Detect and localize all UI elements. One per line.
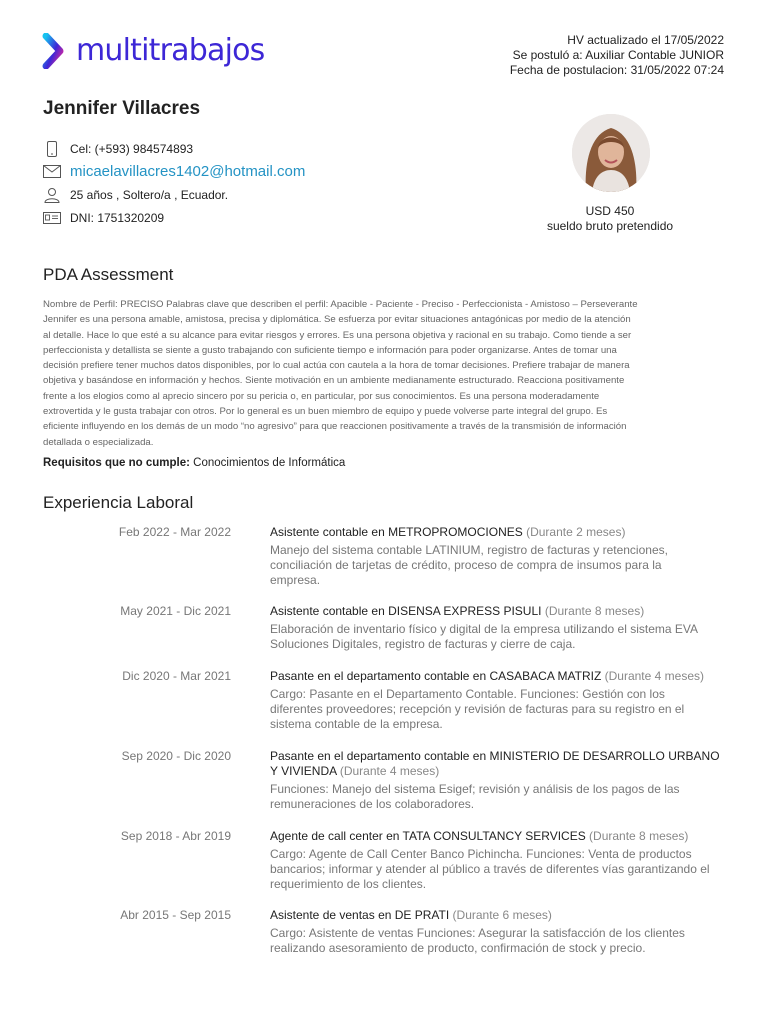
dni-row — [42, 206, 305, 229]
dni-number: DNI: 1751320209 — [70, 210, 165, 225]
company-name: DISENSA EXPRESS PISULI — [388, 604, 542, 618]
experience-description: Cargo: Agente de Call Center Banco Pichincha. Funciones: Venta de productos bancarios; informar y atender al público a través de diferentes vías garantizando el requerimiento de los clientes. — [270, 847, 710, 891]
experience-title: Asistente contable en DISENSA EXPRESS PISULI (Durante 8 meses) — [270, 604, 645, 618]
pda-line: Jennifer es una persona amable, amistosa, precisa y diplomática. Se esfuerza por evitar situaciones antagónicas por medio de la atención — [43, 314, 631, 326]
requirements-label: Requisitos que no cumple: — [43, 457, 190, 469]
company-name: TATA CONSULTANCY SERVICES — [402, 829, 586, 843]
person-icon — [42, 187, 62, 203]
salary-label: sueldo bruto pretendido — [546, 219, 674, 233]
pda-line: perfeccionista y detallista se siente a gusto trabajando con suficiente tiempo e información para poder organizarse. Antes de tomar una — [43, 344, 617, 356]
experience-description: Elaboración de inventario físico y digital de la empresa utilizando el sistema EVA Soluciones Digitales, registro de facturas y cierre de caja. — [270, 622, 699, 651]
applied-position: Se postuló a: Auxiliar Contable JUNIOR — [512, 48, 724, 62]
personal-info-row — [42, 183, 305, 206]
experience-duration: (Durante 8 meses) — [541, 604, 645, 618]
brand-logo — [42, 33, 265, 69]
company-name: MINISTERIO DE DESARROLLO URBANO Y VIVIENDA — [270, 749, 720, 778]
personal-info: 25 años , Soltero/a , Ecuador. — [70, 187, 229, 202]
pda-line: detallada o especializada. — [43, 436, 154, 448]
email-row[interactable] — [42, 160, 305, 183]
phone-number: Cel: (+593) 984574893 — [70, 141, 194, 156]
pda-line: frente a los elogios como al aprecio sincero por su pericia o, en particular, por sus conocimientos. Es una persona moderadamente — [43, 390, 600, 402]
experience-dates: Dic 2020 - Mar 2021 — [122, 669, 231, 683]
pda-line: decisión prefiere tener muchos datos disponibles, por lo cual actúa con cautela a la hora de tomar decisiones. Prefiere trabajar de manera — [43, 360, 630, 372]
experience-description: Manejo del sistema contable LATINIUM, registro de facturas y retenciones, conciliación de tarjetas de crédito, proceso de compra de insumos para la empresa. — [270, 543, 668, 587]
unmet-requirements — [43, 457, 345, 469]
chevron-logo-icon — [42, 33, 72, 69]
pda-line: extrovertida y le gusta trabajar con otros. Por lo general es un buen miembro de equipo y puede volverse parte integral del grupo. Es — [43, 406, 608, 418]
experience-dates: Abr 2015 - Sep 2015 — [120, 908, 231, 922]
requirements-value: Conocimientos de Informática — [189, 457, 346, 469]
pda-line: Nombre de Perfil: PRECISO Palabras clave que describen el perfil: Apacible - Paciente - Preciso - Perfeccionista - Amistoso – Perseverante — [43, 299, 638, 310]
experience-duration: (Durante 8 meses) — [585, 829, 689, 843]
application-meta — [510, 33, 724, 78]
pda-section-title: PDA Assessment — [43, 265, 174, 284]
experience-dates: May 2021 - Dic 2021 — [120, 604, 231, 618]
contact-info — [42, 137, 305, 229]
id-card-icon — [42, 210, 62, 226]
pda-line: al detalle. Hace lo que esté a su alcance para evitar riesgos y errores. Es una persona objetiva y racional en su trabajo. Como tiende a ser — [43, 329, 632, 341]
brand-name: multitrabajos — [76, 33, 265, 68]
experience-title: Pasante en el departamento contable en MINISTERIO DE DESARROLLO URBANO Y VIVIENDA (Durante 4 meses) — [270, 749, 720, 778]
pda-line: objetiva y basándose en información y hechos. Siente motivación en un ambiente medianamente estructurado. Reacciona positivamente — [43, 375, 625, 387]
experience-title: Asistente de ventas en DE PRATI (Durante 6 meses) — [270, 908, 552, 922]
email-link[interactable]: micaelavillacres1402@hotmail.com — [70, 163, 306, 180]
company-name: DE PRATI — [394, 908, 450, 922]
experience-title: Asistente contable en METROPROMOCIONES (Durante 2 meses) — [270, 525, 626, 539]
experience-duration: (Durante 6 meses) — [449, 908, 552, 922]
mail-icon — [42, 164, 62, 180]
pda-line: eficiente influyendo en los demás de un modo “no agresivo” para que reaccionen positivamente a través de la transmisión de información — [43, 421, 627, 433]
experience-duration: (Durante 4 meses) — [601, 669, 704, 683]
company-name: CASABACA MATRIZ — [489, 669, 602, 683]
updated-date: HV actualizado el 17/05/2022 — [567, 33, 724, 47]
candidate-photo — [572, 114, 650, 192]
company-name: METROPROMOCIONES — [388, 525, 523, 539]
experience-duration: (Durante 2 meses) — [522, 525, 626, 539]
salary-expectation — [520, 204, 700, 234]
application-date: Fecha de postulacion: 31/05/2022 07:24 — [509, 63, 724, 77]
salary-amount: USD 450 — [585, 204, 635, 218]
experience-description: Funciones: Manejo del sistema Esigef; revisión y análisis de los pagos de las remuneraciones de los colaboradores. — [270, 782, 680, 811]
experience-description: Cargo: Pasante en el Departamento Contable. Funciones: Gestión con los diferentes proveedores; recepción y revisión de facturas para su registro en el sistema contable de la empresa. — [270, 687, 685, 731]
phone-icon — [42, 141, 62, 157]
experience-description: Cargo: Asistente de ventas Funciones: Asegurar la satisfacción de los clientes realizando asesoramiento de producto, confirmación de stock y precio. — [270, 926, 685, 955]
candidate-name: Jennifer Villacres — [43, 98, 201, 119]
experience-title: Agente de call center en TATA CONSULTANCY SERVICES (Durante 8 meses) — [270, 829, 689, 843]
experience-duration: (Durante 4 meses) — [336, 764, 440, 778]
experience-title: Pasante en el departamento contable en CASABACA MATRIZ (Durante 4 meses) — [270, 669, 704, 683]
experience-dates: Feb 2022 - Mar 2022 — [118, 525, 231, 539]
pda-description — [43, 297, 707, 450]
experience-dates: Sep 2018 - Abr 2019 — [120, 829, 231, 843]
experience-dates: Sep 2020 - Dic 2020 — [121, 749, 231, 763]
experience-section-title: Experiencia Laboral — [43, 493, 194, 512]
phone-row — [42, 137, 305, 160]
